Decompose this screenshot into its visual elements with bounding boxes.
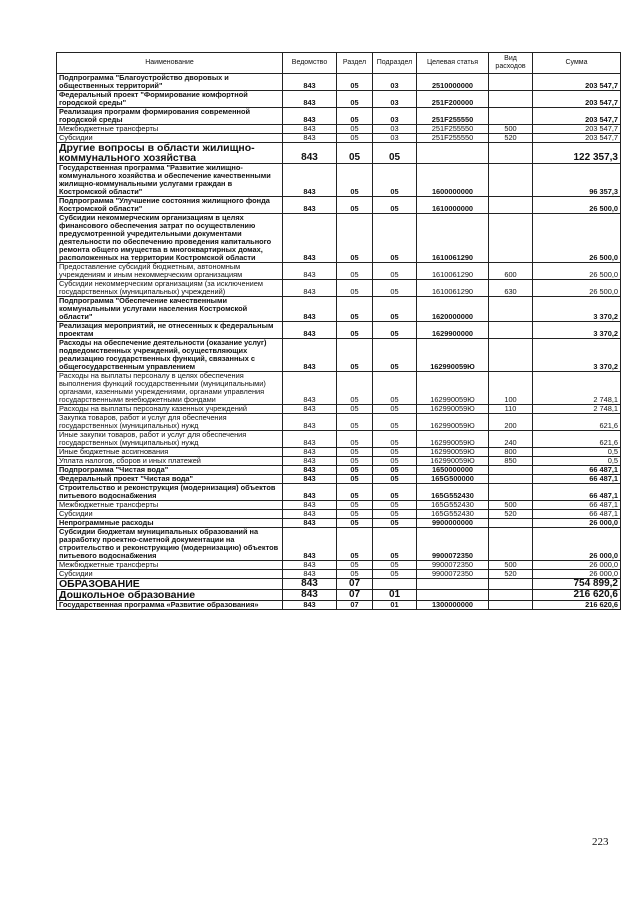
cell-vedomstvo: 843: [283, 405, 337, 414]
cell-name: ОБРАЗОВАНИЕ: [57, 579, 283, 590]
cell-vedomstvo: 843: [283, 457, 337, 466]
cell-sum: 26 000,0: [533, 570, 621, 579]
cell-expense-type: [489, 108, 533, 125]
table-row: [57, 501, 621, 510]
cell-target-article: 251F200000: [417, 91, 489, 108]
cell-razdel: 05: [337, 405, 373, 414]
cell-podrazdel: 05: [373, 501, 417, 510]
cell-target-article: 1300000000: [417, 601, 489, 610]
page-number: 223: [592, 836, 609, 848]
cell-target-article: 162990059Ю: [417, 414, 489, 431]
cell-sum: 3 370,2: [533, 322, 621, 339]
cell-name: Межбюджетные трансферты: [57, 501, 283, 510]
cell-vedomstvo: 843: [283, 528, 337, 561]
cell-target-article: [417, 579, 489, 590]
cell-expense-type: [489, 74, 533, 91]
cell-razdel: 05: [337, 280, 373, 297]
cell-sum: 26 500,0: [533, 263, 621, 280]
cell-razdel: 07: [337, 579, 373, 590]
cell-target-article: 9900072350: [417, 570, 489, 579]
cell-podrazdel: 05: [373, 339, 417, 372]
cell-podrazdel: 05: [373, 431, 417, 448]
cell-expense-type: 110: [489, 405, 533, 414]
cell-sum: 203 547,7: [533, 134, 621, 143]
table-row: [57, 125, 621, 134]
cell-target-article: [417, 590, 489, 601]
cell-podrazdel: 05: [373, 263, 417, 280]
cell-expense-type: [489, 214, 533, 263]
table-row: [57, 297, 621, 322]
cell-sum: 2 748,1: [533, 372, 621, 405]
cell-podrazdel: 05: [373, 466, 417, 475]
cell-sum: 66 487,1: [533, 501, 621, 510]
cell-sum: 26 500,0: [533, 214, 621, 263]
cell-target-article: 1610061290: [417, 263, 489, 280]
cell-vedomstvo: 843: [283, 74, 337, 91]
cell-sum: 203 547,7: [533, 108, 621, 125]
cell-name: Другие вопросы в области жилищно-коммунального хозяйства: [57, 143, 283, 164]
cell-razdel: 05: [337, 164, 373, 197]
cell-expense-type: [489, 91, 533, 108]
cell-razdel: 05: [337, 414, 373, 431]
cell-name: Иные бюджетные ассигнования: [57, 448, 283, 457]
cell-razdel: 05: [337, 466, 373, 475]
cell-sum: 26 000,0: [533, 528, 621, 561]
cell-name: Федеральный проект "Формирование комфортной городской среды": [57, 91, 283, 108]
cell-name: Реализация программ формирования современной городской среды: [57, 108, 283, 125]
cell-target-article: 1629900000: [417, 322, 489, 339]
cell-target-article: 9900072350: [417, 528, 489, 561]
cell-razdel: 05: [337, 475, 373, 484]
cell-vedomstvo: 843: [283, 297, 337, 322]
cell-razdel: 05: [337, 484, 373, 501]
cell-vedomstvo: 843: [283, 601, 337, 610]
cell-name: Строительство и реконструкция (модернизация) объектов питьевого водоснабжения: [57, 484, 283, 501]
cell-podrazdel: 05: [373, 405, 417, 414]
cell-name: Государственная программа «Развитие образования»: [57, 601, 283, 610]
cell-name: Предоставление субсидий бюджетным, автономным учреждениям и иным некоммерческим организациям: [57, 263, 283, 280]
cell-vedomstvo: 843: [283, 561, 337, 570]
cell-razdel: 05: [337, 108, 373, 125]
cell-expense-type: [489, 475, 533, 484]
cell-razdel: 05: [337, 519, 373, 528]
cell-expense-type: 520: [489, 570, 533, 579]
cell-target-article: 1650000000: [417, 466, 489, 475]
cell-vedomstvo: 843: [283, 372, 337, 405]
cell-vedomstvo: 843: [283, 108, 337, 125]
table-row: [57, 143, 621, 164]
cell-expense-type: [489, 164, 533, 197]
header-podrazdel: Подраздел: [373, 53, 417, 74]
cell-name: Уплата налогов, сборов и иных платежей: [57, 457, 283, 466]
cell-name: Подпрограмма "Улучшение состояния жилищного фонда Костромской области": [57, 197, 283, 214]
cell-sum: 66 487,1: [533, 484, 621, 501]
cell-vedomstvo: 843: [283, 164, 337, 197]
cell-vedomstvo: 843: [283, 339, 337, 372]
cell-target-article: 1610000000: [417, 197, 489, 214]
cell-target-article: 1600000000: [417, 164, 489, 197]
cell-podrazdel: 05: [373, 484, 417, 501]
cell-expense-type: 100: [489, 372, 533, 405]
cell-expense-type: 520: [489, 134, 533, 143]
cell-expense-type: 240: [489, 431, 533, 448]
cell-sum: 203 547,7: [533, 125, 621, 134]
cell-razdel: 05: [337, 570, 373, 579]
cell-name: Субсидии некоммерческим организациям в целях финансового обеспечения затрат по осуществлению предусмотренной учредительными документами деятельности по обеспечению проведения капитального ремонта общего имущества в многоквартирных домах, расположенных на территории Костромской области: [57, 214, 283, 263]
cell-podrazdel: 01: [373, 590, 417, 601]
cell-expense-type: 200: [489, 414, 533, 431]
table-row: [57, 579, 621, 590]
cell-sum: 66 487,1: [533, 466, 621, 475]
cell-razdel: 05: [337, 448, 373, 457]
cell-sum: 3 370,2: [533, 339, 621, 372]
table-row: [57, 91, 621, 108]
cell-expense-type: 630: [489, 280, 533, 297]
cell-podrazdel: 03: [373, 74, 417, 91]
cell-sum: 203 547,7: [533, 91, 621, 108]
cell-razdel: 05: [337, 457, 373, 466]
cell-name: Подпрограмма "Обеспечение качественными коммунальными услугами населения Костромской области": [57, 297, 283, 322]
table-row: [57, 339, 621, 372]
cell-sum: 0,5: [533, 457, 621, 466]
cell-sum: 754 899,2: [533, 579, 621, 590]
cell-razdel: 05: [337, 91, 373, 108]
cell-name: Субсидии некоммерческим организациям (за исключением государственных (муниципальных) учреждений): [57, 280, 283, 297]
cell-name: Непрограммные расходы: [57, 519, 283, 528]
cell-razdel: 05: [337, 125, 373, 134]
budget-table: [56, 52, 621, 610]
cell-vedomstvo: 843: [283, 475, 337, 484]
cell-sum: 216 620,6: [533, 590, 621, 601]
cell-target-article: 165G552430: [417, 484, 489, 501]
table-row: [57, 484, 621, 501]
cell-podrazdel: 05: [373, 561, 417, 570]
cell-vedomstvo: 843: [283, 570, 337, 579]
cell-name: Дошкольное образование: [57, 590, 283, 601]
cell-vedomstvo: 843: [283, 322, 337, 339]
header-sum: Сумма: [533, 53, 621, 74]
cell-vedomstvo: 843: [283, 510, 337, 519]
cell-vedomstvo: 843: [283, 125, 337, 134]
cell-name: Государственная программа "Развитие жилищно-коммунального хозяйства и обеспечение качественными жилищно-коммунальными услугами граждан в Костромской области": [57, 164, 283, 197]
cell-vedomstvo: 843: [283, 414, 337, 431]
cell-target-article: 251F255550: [417, 108, 489, 125]
cell-sum: 216 620,6: [533, 601, 621, 610]
table-header-row: [57, 53, 621, 74]
cell-razdel: 07: [337, 590, 373, 601]
table-row: [57, 570, 621, 579]
cell-expense-type: 600: [489, 263, 533, 280]
cell-name: Иные закупки товаров, работ и услуг для обеспечения государственных (муниципальных) нужд: [57, 431, 283, 448]
cell-sum: 26 500,0: [533, 280, 621, 297]
cell-target-article: 162990059Ю: [417, 457, 489, 466]
cell-vedomstvo: 843: [283, 466, 337, 475]
cell-name: Субсидии: [57, 570, 283, 579]
cell-vedomstvo: 843: [283, 91, 337, 108]
cell-vedomstvo: 843: [283, 197, 337, 214]
cell-podrazdel: 05: [373, 143, 417, 164]
cell-podrazdel: 05: [373, 164, 417, 197]
cell-name: Федеральный проект "Чистая вода": [57, 475, 283, 484]
cell-expense-type: [489, 339, 533, 372]
table-row: [57, 164, 621, 197]
cell-razdel: 05: [337, 372, 373, 405]
cell-podrazdel: [373, 579, 417, 590]
cell-podrazdel: 05: [373, 510, 417, 519]
header-expense-type: Вид расходов: [489, 53, 533, 74]
cell-vedomstvo: 843: [283, 280, 337, 297]
table-row: [57, 280, 621, 297]
cell-razdel: 05: [337, 528, 373, 561]
cell-razdel: 05: [337, 561, 373, 570]
cell-sum: 66 487,1: [533, 475, 621, 484]
cell-target-article: 1620000000: [417, 297, 489, 322]
cell-razdel: 05: [337, 263, 373, 280]
cell-target-article: 9900000000: [417, 519, 489, 528]
cell-expense-type: 800: [489, 448, 533, 457]
cell-name: Межбюджетные трансферты: [57, 561, 283, 570]
cell-expense-type: [489, 466, 533, 475]
table-body: [57, 74, 621, 610]
cell-podrazdel: 03: [373, 108, 417, 125]
cell-name: Субсидии: [57, 134, 283, 143]
cell-vedomstvo: 843: [283, 484, 337, 501]
cell-vedomstvo: 843: [283, 519, 337, 528]
cell-name: Реализация мероприятий, не отнесенных к федеральным проектам: [57, 322, 283, 339]
cell-razdel: 05: [337, 214, 373, 263]
table-row: [57, 431, 621, 448]
header-target-article: Целевая статья: [417, 53, 489, 74]
cell-podrazdel: 05: [373, 528, 417, 561]
cell-sum: 203 547,7: [533, 74, 621, 91]
cell-name: Подпрограмма "Благоустройство дворовых и общественных территорий": [57, 74, 283, 91]
table-row: [57, 214, 621, 263]
cell-expense-type: [489, 579, 533, 590]
cell-sum: 26 000,0: [533, 561, 621, 570]
cell-sum: 2 748,1: [533, 405, 621, 414]
cell-razdel: 05: [337, 510, 373, 519]
cell-expense-type: 850: [489, 457, 533, 466]
cell-razdel: 05: [337, 431, 373, 448]
cell-expense-type: [489, 601, 533, 610]
cell-expense-type: [489, 322, 533, 339]
cell-expense-type: 520: [489, 510, 533, 519]
header-razdel: Раздел: [337, 53, 373, 74]
table-row: [57, 590, 621, 601]
cell-expense-type: [489, 143, 533, 164]
cell-vedomstvo: 843: [283, 143, 337, 164]
cell-razdel: 05: [337, 501, 373, 510]
cell-podrazdel: 05: [373, 372, 417, 405]
cell-podrazdel: 05: [373, 214, 417, 263]
cell-podrazdel: 05: [373, 322, 417, 339]
cell-podrazdel: 03: [373, 125, 417, 134]
cell-sum: 3 370,2: [533, 297, 621, 322]
cell-vedomstvo: 843: [283, 214, 337, 263]
cell-target-article: 162990059Ю: [417, 339, 489, 372]
cell-sum: 621,6: [533, 414, 621, 431]
cell-expense-type: 500: [489, 125, 533, 134]
cell-sum: 66 487,1: [533, 510, 621, 519]
cell-target-article: 165G552430: [417, 510, 489, 519]
table-row: [57, 322, 621, 339]
cell-vedomstvo: 843: [283, 590, 337, 601]
cell-expense-type: [489, 590, 533, 601]
cell-razdel: 05: [337, 297, 373, 322]
cell-vedomstvo: 843: [283, 448, 337, 457]
cell-vedomstvo: 843: [283, 263, 337, 280]
cell-podrazdel: 05: [373, 297, 417, 322]
cell-sum: 0,5: [533, 448, 621, 457]
header-name: Наименование: [57, 53, 283, 74]
cell-razdel: 05: [337, 339, 373, 372]
cell-sum: 26 000,0: [533, 519, 621, 528]
cell-name: Расходы на выплаты персоналу казенных учреждений: [57, 405, 283, 414]
cell-razdel: 05: [337, 197, 373, 214]
cell-razdel: 05: [337, 322, 373, 339]
cell-target-article: 165G552430: [417, 501, 489, 510]
cell-podrazdel: 05: [373, 197, 417, 214]
cell-expense-type: 500: [489, 501, 533, 510]
cell-expense-type: 500: [489, 561, 533, 570]
cell-target-article: 9900072350: [417, 561, 489, 570]
cell-target-article: 1610061290: [417, 214, 489, 263]
cell-name: Межбюджетные трансферты: [57, 125, 283, 134]
cell-target-article: 162990059Ю: [417, 448, 489, 457]
cell-target-article: 162990059Ю: [417, 405, 489, 414]
cell-target-article: 162990059Ю: [417, 431, 489, 448]
cell-expense-type: [489, 197, 533, 214]
cell-sum: 26 500,0: [533, 197, 621, 214]
cell-podrazdel: 05: [373, 280, 417, 297]
cell-target-article: [417, 143, 489, 164]
table-row: [57, 528, 621, 561]
cell-podrazdel: 01: [373, 601, 417, 610]
cell-target-article: 1610061290: [417, 280, 489, 297]
table-row: [57, 108, 621, 125]
cell-podrazdel: 05: [373, 457, 417, 466]
table-row: [57, 601, 621, 610]
cell-name: Расходы на выплаты персоналу в целях обеспечения выполнения функций государственными (муниципальными) органами, казенными учреждениями, органами управления государственными внебюджетными фондами: [57, 372, 283, 405]
table-row: [57, 197, 621, 214]
cell-podrazdel: 05: [373, 519, 417, 528]
cell-vedomstvo: 843: [283, 134, 337, 143]
table-row: [57, 263, 621, 280]
cell-podrazdel: 05: [373, 475, 417, 484]
cell-expense-type: [489, 484, 533, 501]
cell-podrazdel: 05: [373, 570, 417, 579]
cell-name: Расходы на обеспечение деятельности (оказание услуг) подведомственных учреждений, осуществляющих реализацию государственных функций, связанных с общегосударственным управлением: [57, 339, 283, 372]
cell-sum: 122 357,3: [533, 143, 621, 164]
cell-target-article: 165G500000: [417, 475, 489, 484]
cell-expense-type: [489, 297, 533, 322]
cell-razdel: 07: [337, 601, 373, 610]
cell-vedomstvo: 843: [283, 579, 337, 590]
cell-vedomstvo: 843: [283, 501, 337, 510]
table-row: [57, 414, 621, 431]
cell-podrazdel: 03: [373, 91, 417, 108]
cell-name: Субсидии бюджетам муниципальных образований на разработку проектно-сметной документации на строительство и реконструкцию (модернизацию) объектов питьевого водоснабжения: [57, 528, 283, 561]
cell-target-article: 2510000000: [417, 74, 489, 91]
cell-target-article: 162990059Ю: [417, 372, 489, 405]
cell-razdel: 05: [337, 143, 373, 164]
cell-target-article: 251F255550: [417, 134, 489, 143]
cell-vedomstvo: 843: [283, 431, 337, 448]
cell-name: Субсидии: [57, 510, 283, 519]
cell-podrazdel: 03: [373, 134, 417, 143]
cell-expense-type: [489, 519, 533, 528]
header-vedomstvo: Ведомство: [283, 53, 337, 74]
cell-name: Подпрограмма "Чистая вода": [57, 466, 283, 475]
table-row: [57, 372, 621, 405]
table-row: [57, 74, 621, 91]
cell-name: Закупка товаров, работ и услуг для обеспечения государственных (муниципальных) нужд: [57, 414, 283, 431]
cell-target-article: 251F255550: [417, 125, 489, 134]
cell-sum: 96 357,3: [533, 164, 621, 197]
cell-podrazdel: 05: [373, 448, 417, 457]
table-row: [57, 561, 621, 570]
cell-sum: 621,6: [533, 431, 621, 448]
cell-expense-type: [489, 528, 533, 561]
cell-razdel: 05: [337, 74, 373, 91]
cell-razdel: 05: [337, 134, 373, 143]
cell-podrazdel: 05: [373, 414, 417, 431]
